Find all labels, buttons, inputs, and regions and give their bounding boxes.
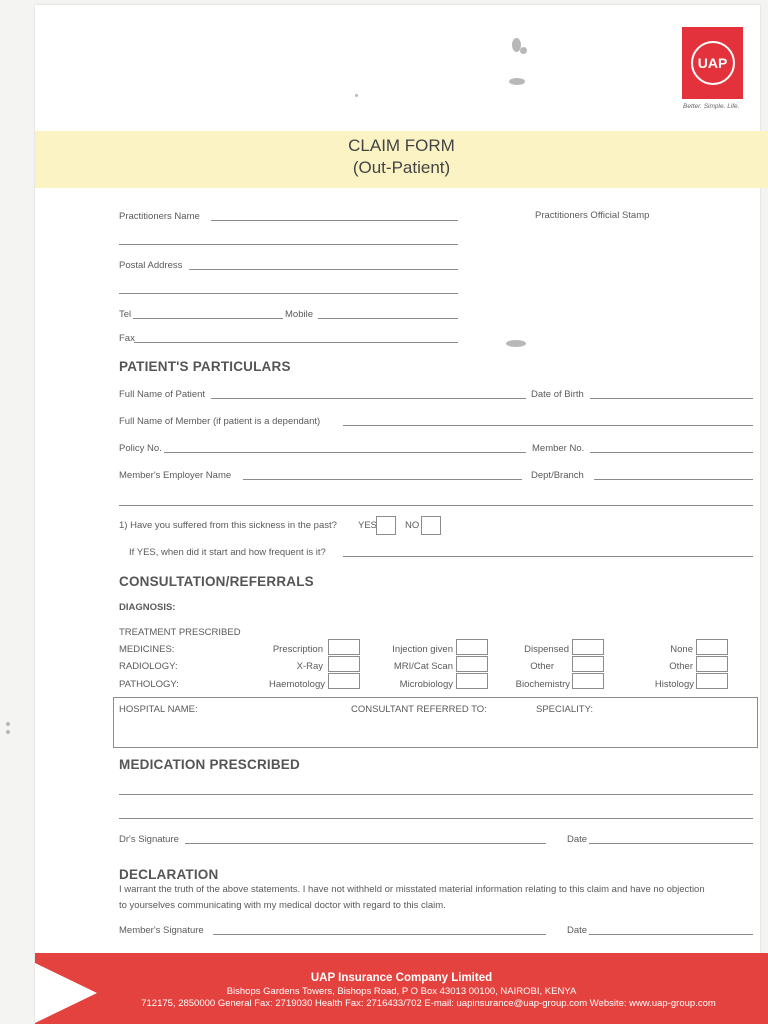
practitioner-name-label: Practitioners Name	[119, 211, 200, 222]
sickness-followup-field[interactable]	[343, 556, 753, 557]
dispensed-label: Dispensed	[524, 644, 569, 655]
patient-name-label: Full Name of Patient	[119, 389, 206, 400]
microbiology-label: Microbiology	[399, 679, 453, 690]
speciality-label: SPECIALITY:	[536, 704, 594, 715]
scan-speck	[509, 78, 525, 85]
consultation-heading: CONSULTATION/REFERRALS	[119, 574, 314, 589]
medicines-label: MEDICINES:	[119, 644, 175, 655]
medication-heading: MEDICATION PRESCRIBED	[119, 757, 300, 772]
radiology-other-label: Other	[530, 661, 554, 672]
uap-logo-text: UAP	[691, 41, 735, 85]
xray-checkbox[interactable]	[328, 656, 360, 672]
form-subtitle: (Out-Patient)	[352, 158, 451, 177]
dept-branch-label: Dept/Branch	[531, 470, 584, 481]
member-no-field[interactable]	[590, 452, 753, 453]
xray-label: X-Ray	[296, 661, 323, 672]
other-label: Other	[669, 661, 693, 672]
none-checkbox[interactable]	[696, 639, 728, 655]
pathology-label: PATHOLOGY:	[119, 679, 179, 690]
patient-particulars-heading: PATIENT'S PARTICULARS	[119, 359, 291, 374]
brand-tagline: Better. Simple. Life.	[683, 103, 740, 110]
declaration-text-line2: to yourselves communicating with my medical doctor with regard to this claim.	[119, 900, 446, 911]
member-date-field[interactable]	[589, 934, 753, 935]
footer-company: UAP Insurance Company Limited	[310, 972, 493, 984]
fax-label: Fax	[119, 333, 135, 344]
scan-speck	[520, 47, 527, 54]
radiology-label: RADIOLOGY:	[119, 661, 178, 672]
haemotology-checkbox[interactable]	[328, 673, 360, 689]
biochemistry-label: Biochemistry	[515, 679, 570, 690]
sickness-followup-label: If YES, when did it start and how frequent is it?	[129, 547, 326, 558]
dob-label: Date of Birth	[531, 389, 584, 400]
policy-no-label: Policy No.	[119, 443, 162, 454]
footer-contact: 712175, 2850000 General Fax: 2719030 Health Fax: 2716433/702 E-mail: uapinsurance@uap-group.com Website: www.uap-group.com	[141, 998, 716, 1009]
prescription-checkbox[interactable]	[328, 639, 360, 655]
tel-field[interactable]	[133, 318, 283, 319]
fax-field[interactable]	[134, 342, 458, 343]
haemotology-label: Haemotology	[269, 679, 325, 690]
member-no-label: Member No.	[532, 443, 585, 454]
mobile-label: Mobile	[285, 309, 313, 320]
member-name-field[interactable]	[343, 425, 753, 426]
scan-speck	[6, 722, 10, 726]
yes-checkbox[interactable]	[376, 516, 396, 535]
employer-field[interactable]	[243, 479, 522, 480]
scan-speck	[506, 340, 526, 347]
mobile-field[interactable]	[318, 318, 458, 319]
member-signature-label: Member's Signature	[119, 925, 204, 936]
injection-label: Injection given	[392, 644, 453, 655]
practitioner-name-field-line2[interactable]	[119, 244, 458, 245]
histology-checkbox[interactable]	[696, 673, 728, 689]
footer-band	[35, 953, 768, 1024]
medication-field-line1[interactable]	[119, 794, 753, 795]
dr-date-label: Date	[567, 834, 588, 845]
treatment-prescribed-label: TREATMENT PRESCRIBED	[119, 627, 241, 638]
other-checkbox[interactable]	[696, 656, 728, 672]
histology-label: Histology	[654, 679, 694, 690]
declaration-heading: DECLARATION	[119, 867, 219, 882]
mri-cat-scan-label: MRI/Cat Scan	[393, 661, 453, 672]
employer-label: Member's Employer Name	[119, 470, 232, 481]
hospital-name-label: HOSPITAL NAME:	[119, 704, 198, 715]
declaration-text-line1: I warrant the truth of the above statements. I have not withheld or misstated material information relating to this claim and have no objection	[119, 884, 705, 895]
no-checkbox[interactable]	[421, 516, 441, 535]
diagnosis-label: DIAGNOSIS:	[119, 602, 176, 613]
scan-speck	[6, 730, 10, 734]
postal-address-field-line2[interactable]	[119, 293, 458, 294]
title-band	[35, 131, 768, 188]
member-date-label: Date	[567, 925, 588, 936]
policy-no-field[interactable]	[164, 452, 526, 453]
dept-branch-field[interactable]	[594, 479, 753, 480]
footer-address: Bishops Gardens Towers, Bishops Road, P O Box 43013 00100, NAIROBI, KENYA	[226, 986, 577, 997]
sickness-question: 1) Have you suffered from this sickness in the past?	[119, 520, 337, 531]
tel-label: Tel	[119, 309, 132, 320]
prescription-label: Prescription	[272, 644, 323, 655]
scan-speck	[355, 94, 358, 97]
uap-logo	[682, 27, 743, 99]
medication-field-line2[interactable]	[119, 818, 753, 819]
yes-label: YES	[358, 520, 378, 531]
official-stamp-label: Practitioners Official Stamp	[535, 210, 650, 221]
form-title: CLAIM FORM	[348, 136, 455, 155]
postal-address-field[interactable]	[189, 269, 458, 270]
declaration-text	[119, 882, 768, 914]
postal-address-label: Postal Address	[119, 260, 183, 271]
dr-date-field[interactable]	[589, 843, 753, 844]
consultant-label: CONSULTANT REFERRED TO:	[351, 704, 487, 715]
member-signature-field[interactable]	[213, 934, 546, 935]
patient-name-field[interactable]	[211, 398, 526, 399]
member-name-label: Full Name of Member (if patient is a dependant)	[119, 416, 321, 427]
none-label: None	[670, 644, 693, 655]
dr-signature-field[interactable]	[185, 843, 546, 844]
folded-corner	[35, 963, 97, 1023]
dob-field[interactable]	[590, 398, 753, 399]
employer-field-line2[interactable]	[119, 505, 753, 506]
no-label: NO	[405, 520, 420, 531]
practitioner-name-field[interactable]	[211, 220, 458, 221]
dr-signature-label: Dr's Signature	[119, 834, 179, 845]
